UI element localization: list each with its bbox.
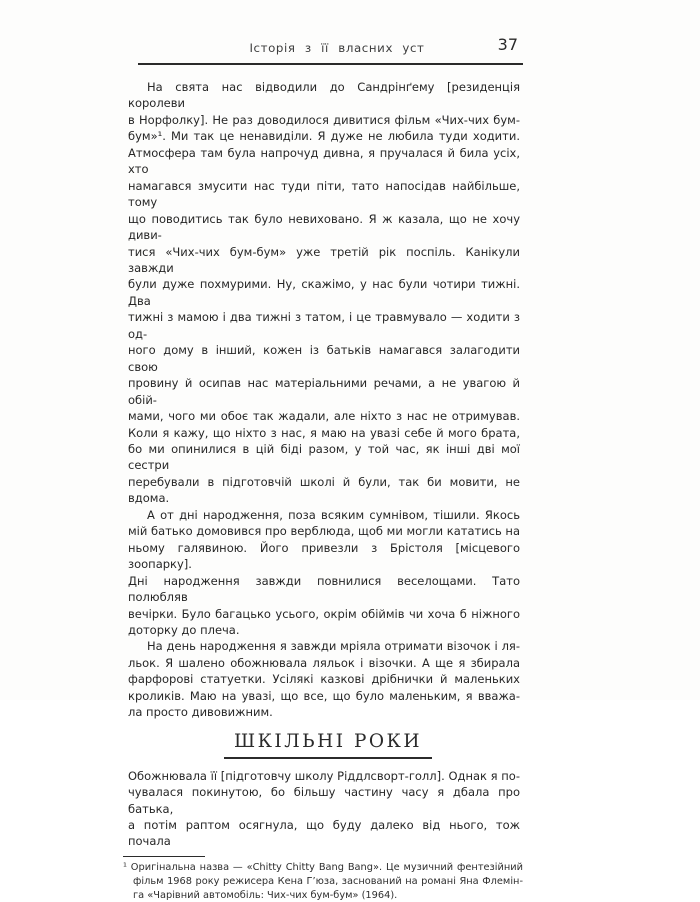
header-rule — [138, 63, 523, 65]
text-line: перебували в підготовчій школі й були, так би мовити, не вдома. — [128, 474, 520, 506]
text-line: бум»¹. Ми так це ненавиділи. Я дуже не любила туди ходити. — [128, 129, 520, 144]
text-line: На день народження я завжди мріяла отримати візочок і ля- — [147, 639, 520, 654]
text-line: тижні з мамою і два тижні з татом, і це травмувало — ходити з од- — [128, 310, 520, 341]
paragraph — [123, 861, 523, 902]
text-line: а потім раптом осягнула, що буду далеко від нього, тож почала — [128, 818, 520, 849]
text-line: були дуже похмурими. Ну, скажімо, у нас були чотири тижні. Два — [128, 277, 520, 308]
text-line: вечірки. Було багацько усього, окрім обіймів чи хоча б ніжного — [128, 606, 520, 621]
text-line: провину й осипав нас матеріальними речами, а не увагою й обій- — [128, 376, 520, 407]
text-line: ного дому в інший, кожен із батьків намагався залагодити свою — [128, 343, 520, 374]
footnote-text — [123, 861, 523, 902]
text-line: фарфорові статуетки. Усілякі казкові дрібнички й маленьких — [128, 672, 520, 687]
section-heading: ШКІЛЬНІ РОКИ — [224, 731, 432, 759]
text-line: намагався змусити нас туди піти, тато напосідав найбільше, тому — [128, 178, 520, 210]
text-line: мій батько домовився про верблюда, щоб ми могли кататись на — [128, 524, 520, 539]
text-line: Атмосфера там була напрочуд дивна, я пручалася й била усіх, хто — [128, 145, 520, 177]
text-line: А от дні народження, поза всяким сумнівом, тішили. Якось — [147, 507, 520, 522]
text-line: доторку до плеча. — [128, 622, 240, 637]
running-header — [128, 35, 520, 56]
text-line: чувалася покинутою, бо більшу частину часу я дбала про батька, — [128, 785, 520, 816]
text-column — [123, 35, 523, 902]
text-line: ньому галявиною. Його привезли з Брістоля [місцевого зоопарку]. — [128, 540, 520, 572]
paragraph — [128, 507, 520, 639]
footnote-line: га «Чарівний автомобіль: Чих-чих бум-бум» (1964). — [133, 889, 398, 901]
after-heading-text — [128, 768, 520, 850]
text-line: мами, чого ми обоє так жадали, але ніхто з нас не отримував. — [128, 409, 520, 424]
text-line: бо ми опинилися в цій біді разом, у той час, як інші дві мої сестри — [128, 441, 520, 473]
page-number: 37 — [497, 35, 518, 54]
text-line: тися «Чих-чих бум-бум» уже третій рік поспіль. Канікули завжди — [128, 244, 520, 275]
footnote-rule — [123, 856, 205, 857]
body-text — [128, 79, 520, 721]
text-line: в Норфолку]. Не раз доводилося дивитися фільм «Чих-чих бум- — [128, 112, 520, 127]
footnote-line: ¹ Оригінальна назва — «Chitty Chitty Bang Bang». Це музичний фентезійний — [123, 861, 523, 873]
section-heading-wrap — [132, 731, 524, 759]
text-line: Коли я кажу, що ніхто з нас, я маю на увазі себе й мого брата, — [128, 425, 520, 440]
text-line: На свята нас відводили до Сандрінґему [резиденція королеви — [128, 80, 520, 111]
running-header-title: Історія з її власних уст — [249, 41, 425, 55]
paragraph — [128, 638, 520, 720]
text-line: ла просто дивовижним. — [128, 705, 273, 720]
paragraph — [128, 79, 520, 507]
footnote-line: фільм 1968 року режисера Кена Г’юза, заснований на романі Яна Флемін- — [133, 875, 523, 887]
paragraph — [128, 768, 520, 850]
text-line: кроликів. Маю на увазі, що все, що було маленьким, я вважа- — [128, 688, 520, 703]
text-line: льок. Я шалено обожнювала ляльок і візочки. А ще я збирала — [128, 655, 520, 670]
text-line: що поводитись так було невиховано. Я ж казала, що не хочу диви- — [128, 211, 520, 243]
text-line: Обожнювала її [підготовчу школу Ріддлсворт-голл]. Однак я по- — [128, 768, 520, 783]
text-line: Дні народження завжди повнилися веселощами. Тато полюбляв — [128, 573, 520, 605]
